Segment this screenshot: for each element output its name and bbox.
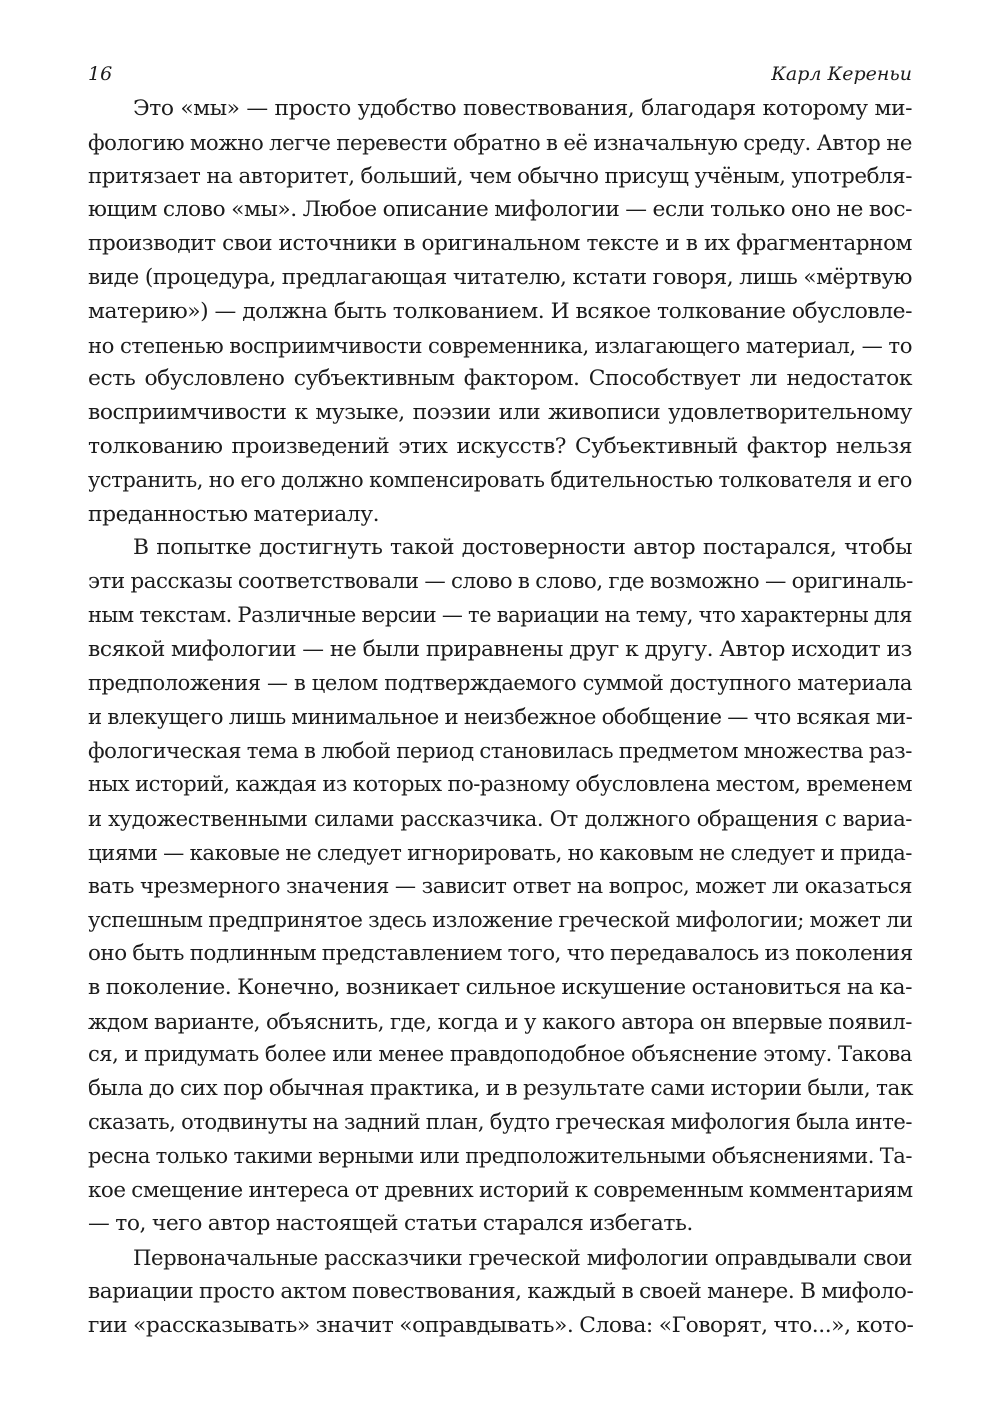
text-line: вариации просто актом повествования, каждый в своей манере. В мифоло- <box>88 1278 914 1304</box>
paragraph-3 <box>88 1241 912 1342</box>
text-line: кое смещение интереса от древних историй к современным комментариям <box>88 1177 913 1203</box>
text-line: фологию можно легче перевести обратно в её изначальную среду. Автор не <box>88 129 912 155</box>
text-line: толкованию произведений этих искусств? Субъективный фактор нельзя <box>88 433 912 459</box>
text-line: притязает на авторитет, больший, чем обычно присущ учёным, употребля- <box>88 163 912 189</box>
page-number: 16 <box>88 63 113 85</box>
text-line: ных историй, каждая из которых по-разному обусловлена местом, временем <box>88 771 912 796</box>
text-line: успешным предпринятое здесь изложение греческой мифологии; может ли <box>88 907 913 933</box>
running-title: Карл Кереньи <box>771 63 912 85</box>
text-line: сказать, отодвинуты на задний план, будто греческая мифология была инте- <box>88 1109 912 1134</box>
paragraph-2 <box>88 531 912 1241</box>
text-line: Первоначальные рассказчики греческой мифологии оправдывали свои <box>133 1245 912 1271</box>
text-line: и художественными силами рассказчика. От должного обращения с вариа- <box>88 805 912 831</box>
body-text <box>88 92 912 1342</box>
text-line: ся, и придумать более или менее правдоподобное объяснение этому. Такова <box>88 1042 912 1067</box>
text-line: циями — каковые не следует игнорировать, но каковым не следует и прида- <box>88 839 912 865</box>
text-line: материю») — должна быть толкованием. И всякое толкование обусловле- <box>88 298 912 324</box>
text-line: производит свои источники в оригинальном тексте и в их фрагментарном <box>88 231 912 257</box>
text-line: гии «рассказывать» значит «оправдывать». Слова: «Говорят, что...», кото- <box>88 1312 914 1338</box>
text-line: всякой мифологии — не были приравнены друг к другу. Автор исходит из <box>88 636 912 662</box>
text-line: эти рассказы соответствовали — слово в слово, где возможно — оригиналь- <box>88 569 913 595</box>
text-line: есть обусловлено субъективным фактором. Способствует ли недостаток <box>88 366 912 392</box>
text-line: виде (процедура, предлагающая читателю, кстати говоря, лишь «мёртвую <box>88 264 912 290</box>
running-head <box>88 60 912 88</box>
text-line: ным текстам. Различные версии — те вариации на тему, что характерны для <box>88 602 912 627</box>
text-line: фологическая тема в любой период становилась предметом множества раз- <box>88 738 912 764</box>
paragraph-1 <box>88 92 912 531</box>
text-line: ждом варианте, объяснить, где, когда и у какого автора он впервые появил- <box>88 1008 912 1034</box>
text-line: вать чрезмерного значения — зависит ответ на вопрос, может ли оказаться <box>88 873 912 899</box>
text-line: преданностью материалу. <box>88 501 380 527</box>
text-line: предположения — в целом подтверждаемого суммой доступного материала <box>88 670 912 695</box>
text-line: устранить, но его должно компенсировать бдительностью толкователя и его <box>88 467 912 492</box>
text-line: была до сих пор обычная практика, и в результате сами истории были, так <box>88 1076 914 1102</box>
text-line: — то, чего автор настоящей статьи старался избегать. <box>88 1211 693 1237</box>
book-page <box>88 60 912 1342</box>
text-line: Это «мы» — просто удобство повествования, благодаря которому ми- <box>133 96 912 121</box>
text-line: в поколение. Конечно, возникает сильное искушение остановиться на ка- <box>88 974 912 1000</box>
text-line: но степенью восприимчивости современника, излагающего материал, — то <box>88 332 912 358</box>
text-line: ющим слово «мы». Любое описание мифологии — если только оно не вос- <box>88 197 912 223</box>
text-line: оно быть подлинным представлением того, что передавалось из поколения <box>88 940 913 966</box>
text-line: В попытке достигнуть такой достоверности автор постарался, чтобы <box>133 535 912 561</box>
text-line: ресна только такими верными или предположительными объяснениями. Та- <box>88 1143 912 1168</box>
text-line: восприимчивости к музыке, поэзии или живописи удовлетворительному <box>88 400 912 426</box>
text-line: и влекущего лишь минимальное и неизбежное обобщение — что всякая ми- <box>88 704 913 730</box>
